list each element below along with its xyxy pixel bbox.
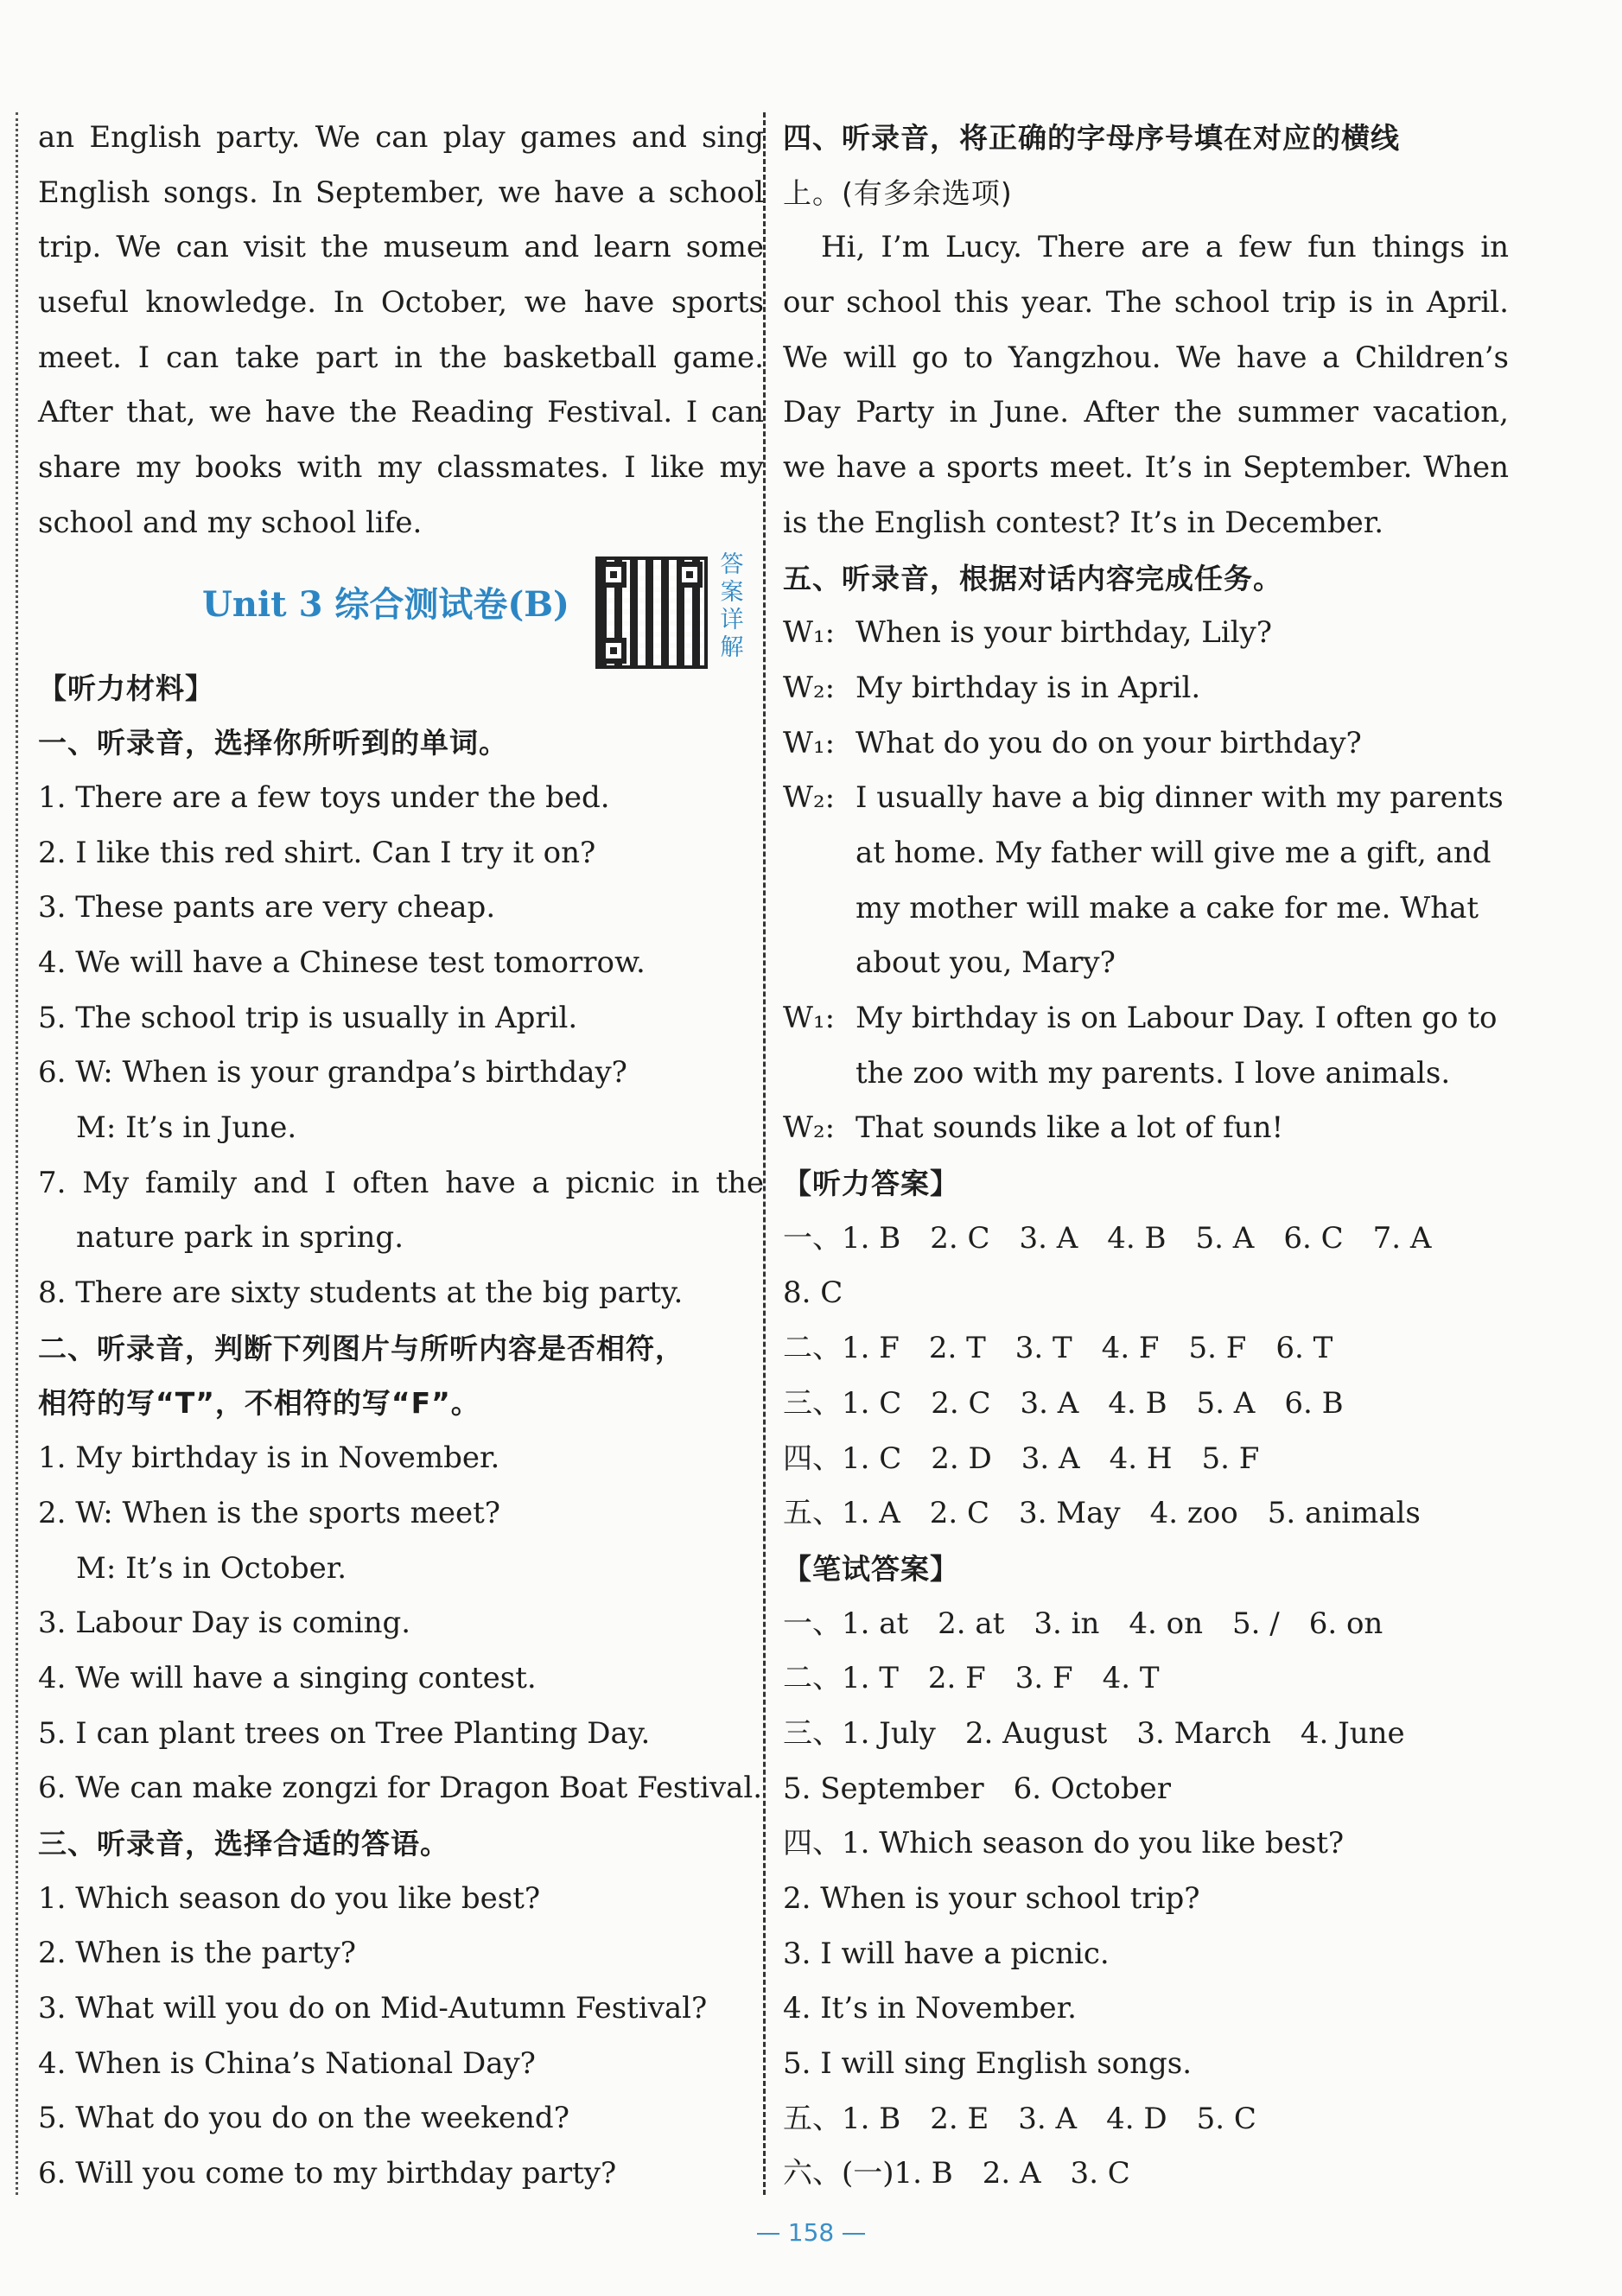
list-item: 2. I like this red shirt. Can I try it on? [38,835,596,870]
list-item: 6. We can make zongzi for Dragon Boat Festival. [38,1771,763,1806]
section-2-title: 二、听录音，判断下列图片与所听内容是否相符， [38,1331,684,1365]
section-3-title: 三、听录音，选择合适的答语。 [38,1826,449,1860]
left-margin-dots [16,112,18,2195]
answer-line: 3. I will have a picnic. [783,1936,1110,1971]
page-number: 158 [0,2218,1622,2247]
list-item: M: It’s in October. [76,1550,347,1586]
passage-line: is the English contest? It’s in December. [783,505,1384,540]
passage-line: school and my school life. [38,505,423,540]
section-2-title-cont: 相符的写“T”，不相符的写“F”。 [38,1386,480,1421]
passage-line: Day Party in June. After the summer vacation, [783,395,1509,430]
list-item: 3. These pants are very cheap. [38,890,496,925]
list-item: 6. Will you come to my birthday party? [38,2156,617,2191]
answer-line: 2. When is your school trip? [783,1881,1200,1916]
passage-line: useful knowledge. In October, we have sports [38,285,764,321]
list-item: M: It’s in June. [76,1110,297,1145]
answer-line: 五、1. B 2. E 3. A 4. D 5. C [783,2101,1256,2136]
answer-line: 五、1. A 2. C 3. May 4. zoo 5. animals [783,1496,1421,1531]
answer-line: 一、1. B 2. C 3. A 4. B 5. A 6. C 7. A [783,1220,1432,1256]
speaker-label: W₂: [783,780,836,816]
listening-material-header: 【听力材料】 [38,671,214,705]
list-item: 5. What do you do on the weekend? [38,2101,569,2136]
speaker-label: W₁: [783,725,836,760]
speaker-label: W₁: [783,615,836,651]
passage-line: After that, we have the Reading Festival. I can [38,395,764,430]
list-item: 5. The school trip is usually in April. [38,1000,578,1035]
passage-line: we have a sports meet. It’s in September. When [783,450,1509,486]
passage-line: English songs. In September, we have a school [38,175,764,210]
list-item: 2. When is the party? [38,1936,356,1971]
passage-line: meet. I can take part in the basketball game. [38,340,764,375]
dialogue-line: W₁: When is your birthday, Lily? [783,606,1509,661]
list-item: 6. W: When is your grandpa’s birthday? [38,1055,627,1091]
unit-title: Unit 3 综合测试卷(B) [202,583,569,625]
list-item: 4. When is China’s National Day? [38,2045,536,2081]
answer-line: 六、(一)1. B 2. A 3. C [783,2156,1130,2191]
right-column [783,111,1509,2202]
list-item: 4. We will have a singing contest. [38,1660,537,1695]
list-item: 5. I can plant trees on Tree Planting Day. [38,1715,651,1751]
dialogue-line-cont: the zoo with my parents. I love animals. [856,1055,1451,1091]
speaker-label: W₂: [783,670,836,705]
answer-line: 8. C [783,1275,843,1311]
section-5-title: 五、听录音，根据对话内容完成任务。 [783,561,1282,595]
list-item: 7. My family and I often have a picnic in the [38,1165,764,1200]
passage-line: We will go to Yangzhou. We have a Children’s [783,340,1509,375]
dialogue-line: W₂: My birthday is in April. [783,661,1509,716]
answer-line: 5. September 6. October [783,1771,1172,1806]
answer-line: 4. It’s in November. [783,1991,1077,2026]
answer-line: 一、1. at 2. at 3. in 4. on 5. / 6. on [783,1606,1383,1641]
dialogue-line: W₁: My birthday is on Labour Day. I often go to [783,991,1509,1046]
dialogue-line: W₁: What do you do on your birthday? [783,716,1509,772]
passage-line: share my books with my classmates. I like my [38,450,764,486]
left-column [38,111,764,2202]
section-4-title: 四、听录音，将正确的字母序号填在对应的横线 [783,121,1400,155]
answer-line: 三、1. July 2. August 3. March 4. June [783,1715,1405,1751]
list-item: 1. There are a few toys under the bed. [38,779,610,815]
list-item: nature park in spring. [76,1220,404,1256]
unit-title-block [38,551,764,661]
list-item: 1. My birthday is in November. [38,1441,500,1476]
speaker-label: W₁: [783,1001,836,1035]
dialogue-line: W₂: That sounds like a lot of fun! [783,1101,1509,1156]
list-item: 3. What will you do on Mid-Autumn Festival? [38,1991,708,2026]
dialogue-line-cont: my mother will make a cake for me. What [856,890,1479,925]
dialogue-line: W₂: I usually have a big dinner with my parents [783,771,1509,826]
list-item: 2. W: When is the sports meet? [38,1495,501,1530]
dialogue-line-cont: about you, Mary? [856,945,1116,981]
passage-line: our school this year. The school trip is in April. [783,285,1509,321]
written-answers-header: 【笔试答案】 [783,1551,959,1586]
section-1-title: 一、听录音，选择你所听到的单词。 [38,726,508,760]
list-item: 3. Labour Day is coming. [38,1606,411,1641]
speaker-label: W₂: [783,1110,836,1146]
passage-line: Hi, I’m Lucy. There are a few fun things in [821,230,1509,265]
answer-line: 四、1. Which season do you like best? [783,1826,1345,1861]
answer-line: 5. I will sing English songs. [783,2046,1193,2082]
qr-code-icon [595,557,708,669]
list-item: 1. Which season do you like best? [38,1880,541,1916]
answer-line: 三、1. C 2. C 3. A 4. B 5. A 6. B [783,1385,1344,1421]
qr-label: 答 案 详 解 [720,550,744,661]
list-item: 8. There are sixty students at the big party. [38,1275,684,1311]
list-item: 4. We will have a Chinese test tomorrow. [38,944,646,980]
passage-line: trip. We can visit the museum and learn some [38,230,764,265]
passage-line: an English party. We can play games and sing [38,120,764,155]
section-4-title-cont: 上。(有多余选项) [783,175,1013,210]
listening-answers-header: 【听力答案】 [783,1167,959,1201]
dialogue-line-cont: at home. My father will give me a gift, and [856,835,1492,870]
answer-line: 二、1. T 2. F 3. F 4. T [783,1661,1160,1696]
answer-line: 四、1. C 2. D 3. A 4. H 5. F [783,1441,1260,1476]
answer-line: 二、1. F 2. T 3. T 4. F 5. F 6. T [783,1331,1333,1366]
